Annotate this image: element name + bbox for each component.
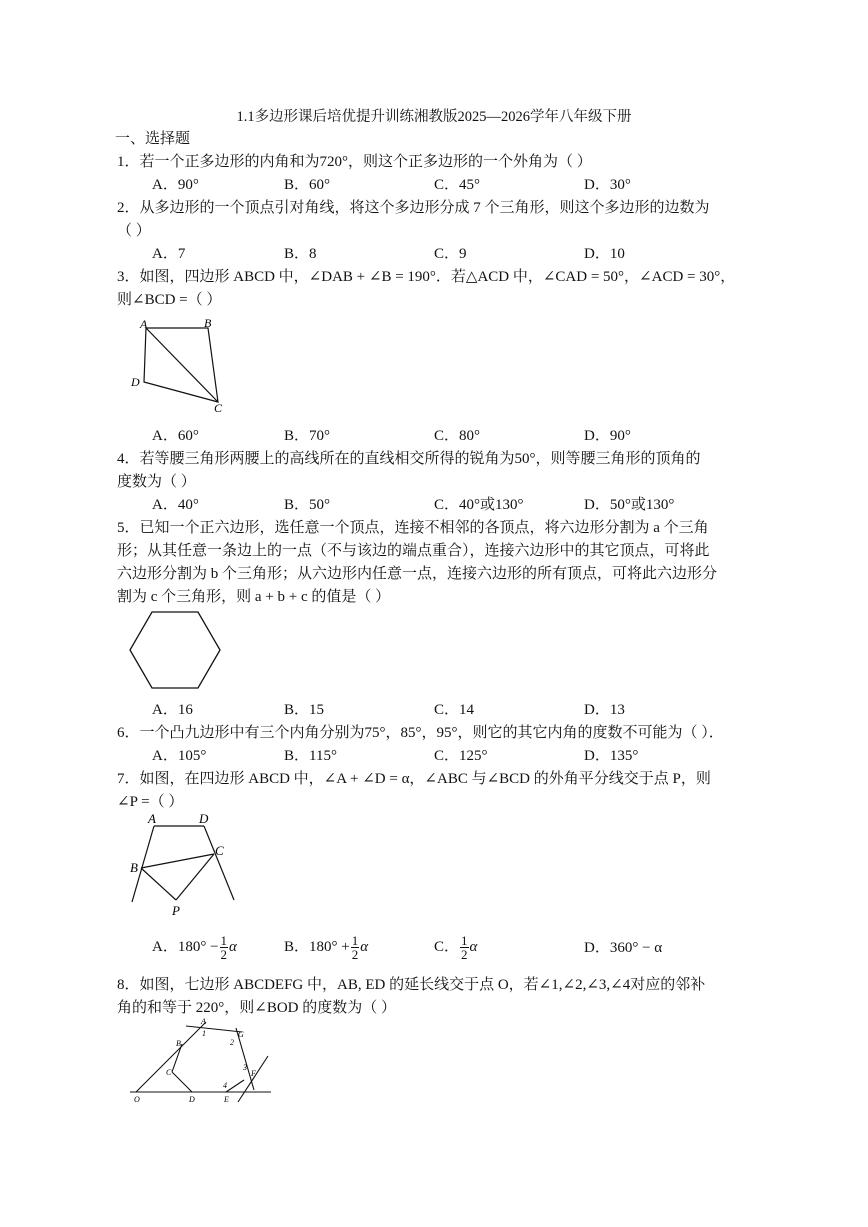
section-heading: 一、选择题 [115, 131, 191, 147]
q3-label-b: B [204, 316, 212, 330]
q8-text-line1: 8．如图，七边形 ABCDEFG 中，AB, ED 的延长线交于点 O，若∠1,∠2,∠3,∠4对应的邻补 [117, 977, 706, 993]
q1-text: 1．若一个正多边形的内角和为720°，则这个正多边形的一个外角为（ ） [117, 154, 592, 170]
page-title: 1.1多边形课后培优提升训练湘教版2025—2026学年八年级下册 [236, 109, 632, 125]
q7-option-c[interactable]: C． $\frac{1}{2}$ α [434, 933, 478, 962]
q2-option-c[interactable]: C．9 [434, 246, 467, 262]
q6-text: 6．一个凸九边形中有三个内角分别为75°，85°，95°，则它的其它内角的度数不可能为（ ）． [117, 725, 724, 741]
q2-text-line1: 2．从多边形的一个顶点引对角线，将这个多边形分成 7 个三角形，则这个多边形的边数为 [117, 200, 710, 216]
q5-text-line2: 形；从其任意一条边上的一点（不与该边的端点重合），连接六边形中的其它顶点，可将此 [117, 543, 710, 559]
q8-label-f: F [251, 1069, 256, 1078]
q2-text-line2: （ ） [117, 223, 151, 239]
q4-text-line1: 4．若等腰三角形两腰上的高线所在的直线相交所得的锐角为50°，则等腰三角形的顶角的 [117, 451, 701, 467]
q8-label-b: B [176, 1039, 181, 1048]
q8-label-d: D [189, 1095, 195, 1104]
q5-option-b[interactable]: B．15 [284, 702, 325, 718]
q8-label-1: 1 [202, 1029, 206, 1038]
q3-label-d: D [131, 375, 140, 389]
q7-label-b: B [130, 860, 138, 875]
q7-label-a: A [148, 811, 156, 826]
q4-option-a[interactable]: A．40° [152, 497, 199, 513]
q6-option-c[interactable]: C．125° [434, 748, 488, 764]
q4-option-b[interactable]: B．50° [284, 497, 331, 513]
q7-option-a[interactable]: A．180° − $\frac{1}{2}$ α [152, 933, 237, 962]
q5-text-line3: 六边形分割为 b 个三角形；从六边形内任意一点，连接六边形的所有顶点，可将此六边形分 [117, 566, 718, 582]
q3-label-c: C [214, 401, 223, 415]
q6-option-b[interactable]: B．115° [284, 748, 337, 764]
q8-text-line2: 角的和等于 220°，则∠BOD 的度数为（ ） [117, 1000, 396, 1016]
q3-text-line2: 则∠BCD =（ ） [117, 292, 222, 308]
q3-option-c[interactable]: C．80° [434, 428, 481, 444]
q2-option-d[interactable]: D．10 [584, 246, 625, 262]
q7-option-d[interactable]: D．360° − α [584, 940, 663, 956]
q3-quadrilateral-figure [126, 316, 236, 416]
q7-quadrilateral-figure [126, 810, 246, 922]
q3-option-b[interactable]: B．70° [284, 428, 331, 444]
q8-label-4: 4 [223, 1081, 227, 1090]
q3-option-d[interactable]: D．90° [584, 428, 631, 444]
q6-option-d[interactable]: D．135° [584, 748, 639, 764]
q4-text-line2: 度数为（ ） [117, 474, 196, 490]
q4-option-c[interactable]: C．40°或130° [434, 497, 524, 513]
q5-option-c[interactable]: C．14 [434, 702, 475, 718]
q7-option-b[interactable]: B．180° + $\frac{1}{2}$ α [284, 933, 369, 962]
q5-option-d[interactable]: D．13 [584, 702, 625, 718]
q1-option-d[interactable]: D．30° [584, 177, 631, 193]
q1-option-c[interactable]: C．45° [434, 177, 481, 193]
q5-text-line4: 割为 c 个三角形，则 a + b + c 的值是（ ） [117, 589, 391, 605]
q7-text-line2: ∠P =（ ） [117, 794, 184, 810]
q7-label-d: D [199, 811, 209, 826]
q3-label-a: A [140, 317, 148, 331]
q1-option-a[interactable]: A．90° [152, 177, 199, 193]
q3-option-a[interactable]: A．60° [152, 428, 199, 444]
q5-hexagon-figure [126, 608, 226, 694]
q8-label-2: 2 [230, 1038, 234, 1047]
q4-option-d[interactable]: D．50°或130° [584, 497, 675, 513]
q8-label-3: 3 [243, 1063, 247, 1072]
q1-option-b[interactable]: B．60° [284, 177, 331, 193]
q2-option-a[interactable]: A．7 [152, 246, 186, 262]
q5-option-a[interactable]: A．16 [152, 702, 193, 718]
q8-label-c: C [166, 1068, 172, 1077]
q6-option-a[interactable]: A．105° [152, 748, 207, 764]
q8-label-e: E [224, 1095, 229, 1104]
q7-label-c: C [215, 843, 224, 858]
q8-label-a: A [201, 1017, 206, 1026]
q7-text-line1: 7．如图，在四边形 ABCD 中，∠A + ∠D = α，∠ABC 与∠BCD 的外角平分线交于点 P，则 [117, 771, 711, 787]
q3-text-line1: 3．如图，四边形 ABCD 中，∠DAB + ∠B = 190°．若△ACD 中，∠CAD = 50°，∠ACD = 30°， [117, 269, 736, 285]
q8-label-g: G [238, 1030, 244, 1039]
q5-text-line1: 5．已知一个正六边形，选任意一个顶点，连接不相邻的各顶点，将六边形分割为 a 个三角 [117, 520, 709, 536]
q8-label-o: O [134, 1095, 140, 1104]
q8-heptagon-figure [126, 1012, 276, 1104]
q7-label-p: P [172, 903, 180, 918]
q2-option-b[interactable]: B．8 [284, 246, 317, 262]
